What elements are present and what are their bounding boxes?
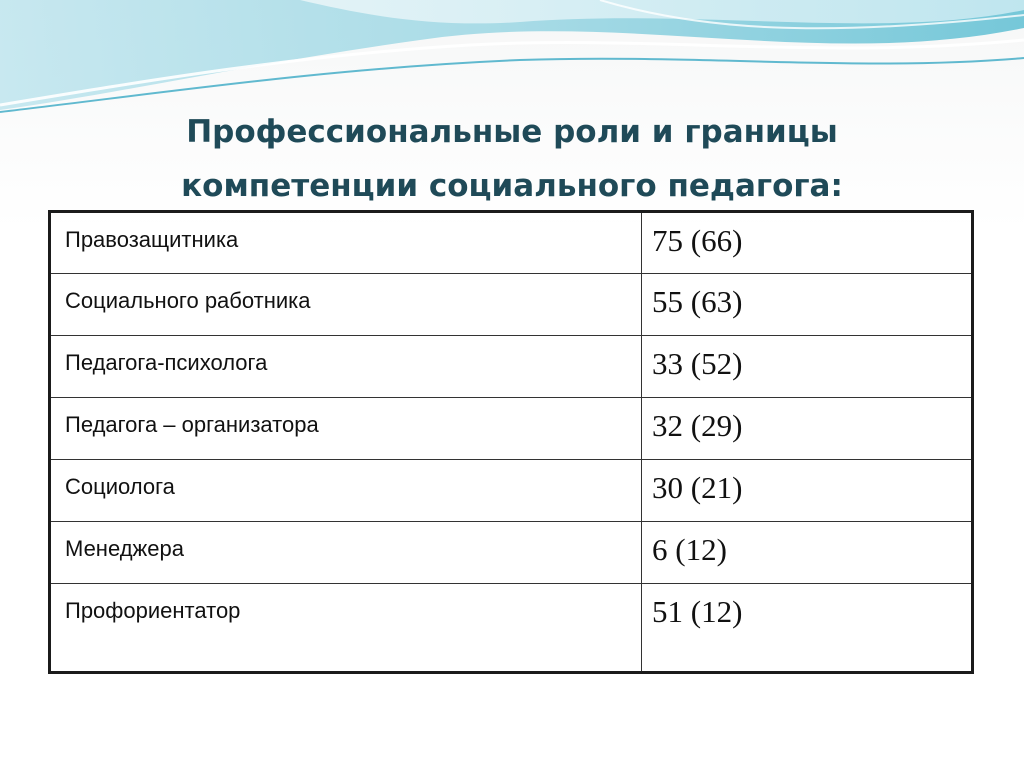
table-row xyxy=(50,459,973,521)
value-cell: 33 (52) xyxy=(642,335,973,397)
table-row xyxy=(50,273,973,335)
slide-title xyxy=(60,105,964,213)
role-cell: Педагога – организатора xyxy=(50,397,642,459)
table-row xyxy=(50,521,973,583)
decorative-wave-header xyxy=(0,0,1024,115)
slide-title-line2: компетенции социального педагога: xyxy=(181,168,843,204)
table-row xyxy=(50,583,973,672)
slide-title-line1: Профессиональные роли и границы xyxy=(186,114,838,150)
table-row xyxy=(50,397,973,459)
table-row xyxy=(50,212,973,274)
table-row xyxy=(50,335,973,397)
value-cell: 6 (12) xyxy=(642,521,973,583)
role-cell: Правозащитника xyxy=(50,212,642,274)
value-cell: 75 (66) xyxy=(642,212,973,274)
role-cell: Педагога-психолога xyxy=(50,335,642,397)
role-cell: Профориентатор xyxy=(50,583,642,672)
roles-table xyxy=(48,210,974,674)
value-cell: 51 (12) xyxy=(642,583,973,672)
value-cell: 55 (63) xyxy=(642,273,973,335)
value-cell: 30 (21) xyxy=(642,459,973,521)
value-cell: 32 (29) xyxy=(642,397,973,459)
role-cell: Менеджера xyxy=(50,521,642,583)
role-cell: Социолога xyxy=(50,459,642,521)
role-cell: Социального работника xyxy=(50,273,642,335)
